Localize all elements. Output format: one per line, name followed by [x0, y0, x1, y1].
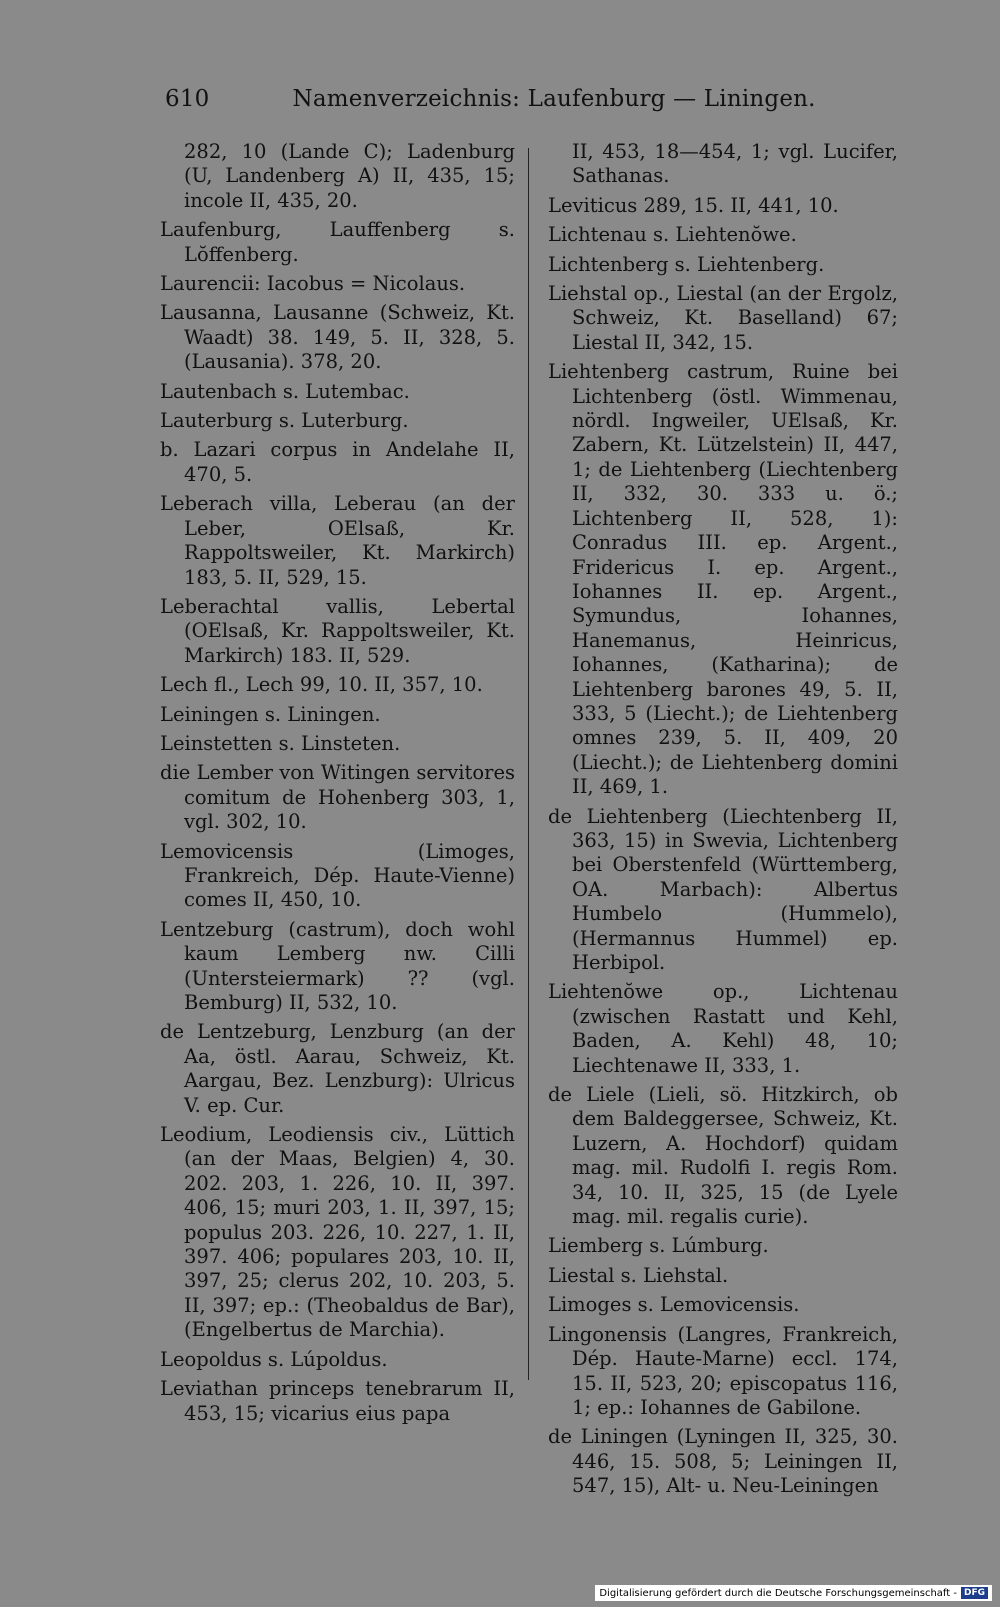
index-entry: b. Lazari corpus in Andelahe II, 470, 5.	[160, 438, 515, 486]
index-entry: de Liningen (Lyningen II, 325, 30. 446, 15. 508, 5; Leiningen II, 547, 15), Alt- u. Neu-Leiningen	[548, 1425, 898, 1498]
index-entry: de Liehtenberg (Liechtenberg II, 363, 15) in Swevia, Lichtenberg bei Oberstenfeld (Württemberg, OA. Marbach): Albertus Humbelo (Hummelo), (Hermannus Hummel) ep. Herbipol.	[548, 804, 898, 974]
dfg-logo: DFG	[961, 1587, 988, 1599]
index-entry: Leviathan princeps tenebrarum II, 453, 15; vicarius eius papa	[160, 1377, 515, 1425]
index-entry: Liehstal op., Liestal (an der Ergolz, Schweiz, Kt. Baselland) 67; Liestal II, 342, 15.	[548, 282, 898, 354]
index-entry: de Lentzeburg, Lenzburg (an der Aa, östl. Aarau, Schweiz, Kt. Aargau, Bez. Lenzburg): Ulricus V. ep. Cur.	[160, 1020, 515, 1117]
index-entry: Laufenburg, Lauffenberg s. Lŏffenberg.	[160, 218, 515, 266]
page-title: Namenverzeichnis: Laufenburg — Liningen.	[292, 86, 816, 112]
index-entry: Lichtenau s. Liehtenŏwe.	[548, 223, 797, 247]
footer-text: Digitalisierung gefördert durch die Deutsche Forschungsgemeinschaft -	[599, 1587, 957, 1599]
index-entry: Lauterburg s. Luterburg.	[160, 409, 409, 433]
index-entry: Liestal s. Liehstal.	[548, 1263, 729, 1287]
index-entry: Lech fl., Lech 99, 10. II, 357, 10.	[160, 673, 483, 697]
index-entry: Limoges s. Lemovicensis.	[548, 1293, 800, 1317]
page-number: 610	[165, 86, 210, 112]
index-entry: 282, 10 (Lande C); Ladenburg (U, Landenberg A) II, 435, 15; incole II, 435, 20.	[184, 140, 515, 212]
index-entry: Liehtenŏwe op., Lichtenau (zwischen Rastatt und Kehl, Baden, A. Kehl) 48, 10; Liechtenawe II, 333, 1.	[548, 980, 898, 1077]
page-header	[165, 86, 885, 112]
index-entry: Leopoldus s. Lúpoldus.	[160, 1347, 388, 1371]
index-entry: Leviticus 289, 15. II, 441, 10.	[548, 193, 839, 217]
index-entry: Laurencii: Iacobus = Nicolaus.	[160, 272, 466, 296]
index-entry: die Lember von Witingen servitores comitum de Hohenberg 303, 1, vgl. 302, 10.	[160, 761, 515, 834]
index-entry: Leberach villa, Leberau (an der Leber, OElsaß, Kr. Rappoltsweiler, Kt. Markirch) 183, 5. II, 529, 15.	[160, 492, 515, 589]
index-entry: Lemovicensis (Limoges, Frankreich, Dép. Haute-Vienne) comes II, 450, 10.	[160, 839, 515, 912]
index-entry: Lautenbach s. Lutembac.	[160, 379, 410, 403]
column-divider	[528, 148, 529, 1380]
footer-banner	[595, 1585, 992, 1601]
index-entry: de Liele (Lieli, sö. Hitzkirch, ob dem Baldeggersee, Schweiz, Kt. Luzern, A. Hochdorf) quidam mag. mil. Rudolfi I. regis Rom. 34, 10. II, 325, 15 (de Lyele mag. mil. regalis curie).	[548, 1083, 898, 1229]
index-entry: Leinstetten s. Linsteten.	[160, 731, 401, 755]
left-column	[160, 140, 515, 1431]
index-entry: Leiningen s. Liningen.	[160, 702, 381, 726]
index-entry: Leberachtal vallis, Lebertal (OElsaß, Kr. Rappoltsweiler, Kt. Markirch) 183. II, 529.	[160, 594, 515, 667]
index-entry: Lentzeburg (castrum), doch wohl kaum Lemberg nw. Cilli (Untersteiermark) ?? (vgl. Bemburg) II, 532, 10.	[160, 917, 515, 1014]
index-entry: Liehtenberg castrum, Ruine bei Lichtenberg (östl. Wimmenau, nördl. Ingweiler, UElsaß, Kr. Zabern, Kt. Lützelstein) II, 447, 1; de Liehtenberg (Liechtenberg II, 332, 30. 333 u. ö.; Lichtenberg II, 528, 1): Conradus III. ep. Argent., Fridericus I. ep. Argent., Iohannes II. ep. Argent., Symundus, Iohannes, Hanemanus, Heinricus, Iohannes, (Katharina); de Liehtenberg barones 49, 5. II, 333, 5 (Liecht.); de Liehtenberg omnes 239, 5. II, 409, 20 (Liecht.); de Liehtenberg domini II, 469, 1.	[548, 360, 898, 799]
index-entry: II, 453, 18—454, 1; vgl. Lucifer, Sathanas.	[572, 140, 898, 188]
index-entry: Lingonensis (Langres, Frankreich, Dép. Haute-Marne) eccl. 174, 15. II, 523, 20; episcopatus 116, 1; ep.: Iohannes de Gabilone.	[548, 1322, 898, 1419]
right-column	[548, 140, 898, 1504]
index-entry: Liemberg s. Lúmburg.	[548, 1234, 769, 1258]
index-entry: Leodium, Leodiensis civ., Lüttich (an der Maas, Belgien) 4, 30. 202. 203, 1. 226, 10. II, 397. 406, 15; muri 203, 1. II, 397, 15; populus 203. 226, 10. 227, 1. II, 397. 406; populares 203, 10. II, 397, 25; clerus 202, 10. 203, 5. II, 397; ep.: (Theobaldus de Bar), (Engelbertus de Marchia).	[160, 1123, 515, 1342]
index-entry: Lichtenberg s. Liehtenberg.	[548, 252, 825, 276]
index-entry: Lausanna, Lausanne (Schweiz, Kt. Waadt) 38. 149, 5. II, 328, 5. (Lausania). 378, 20.	[160, 301, 515, 374]
